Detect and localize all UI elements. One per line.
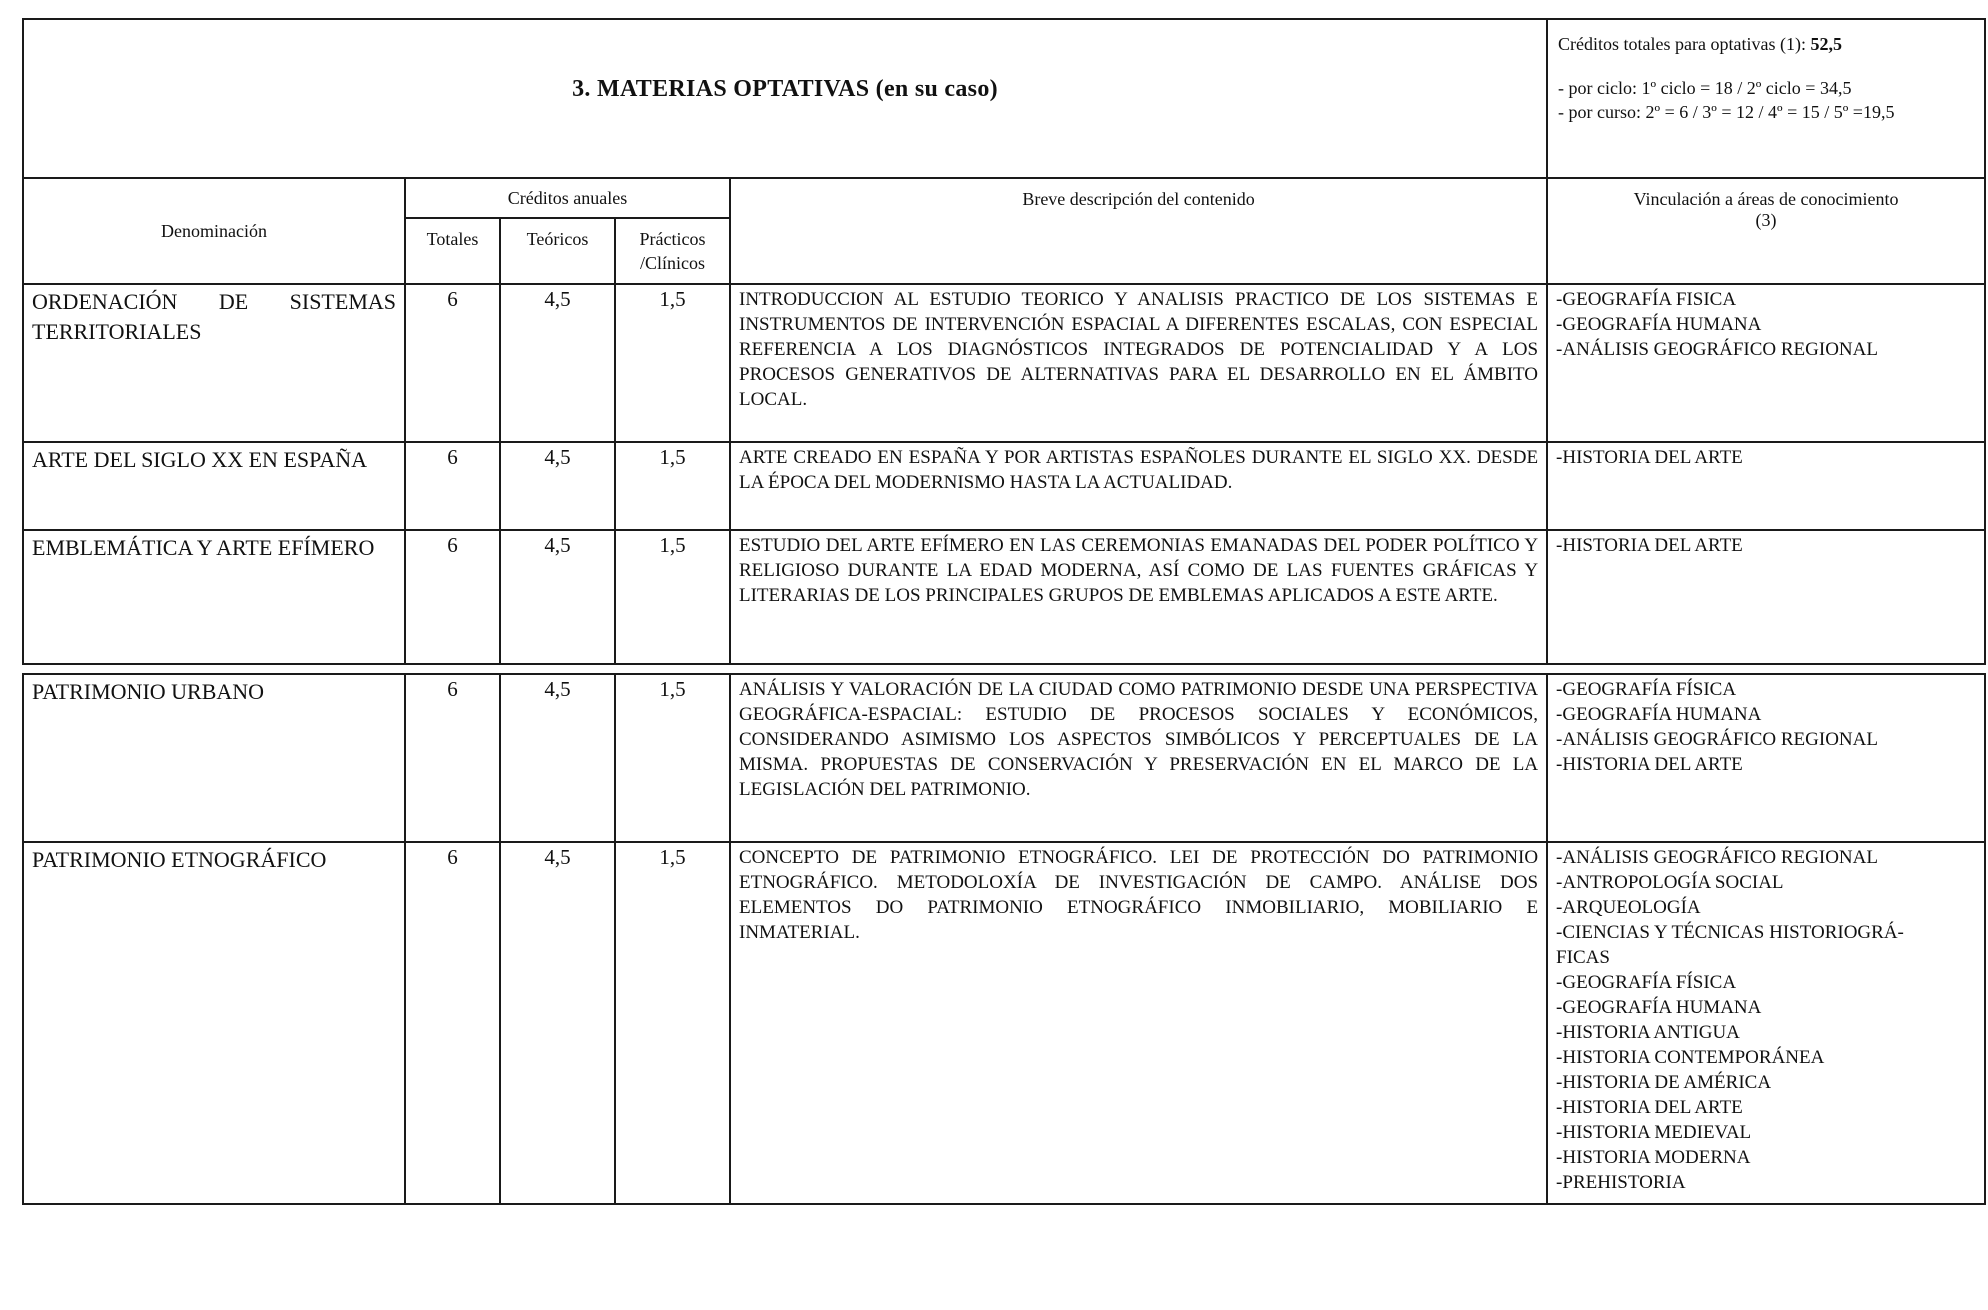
area-item: -GEOGRAFÍA FÍSICA — [1556, 972, 1737, 993]
section-title: 3. MATERIAS OPTATIVAS (en su caso) — [572, 75, 998, 102]
subject-areas — [1547, 842, 1985, 1204]
credits-totales: 6 — [405, 674, 500, 842]
credits-label: Créditos totales para optativas (1): — [1558, 34, 1806, 54]
area-item: -ANÁLISIS GEOGRÁFICO REGIONAL — [1556, 729, 1878, 750]
credits-practicos: 1,5 — [615, 842, 730, 1204]
credits-teoricos: 4,5 — [500, 674, 615, 842]
credits-totales: 6 — [405, 284, 500, 442]
area-item: -GEOGRAFÍA HUMANA — [1556, 997, 1762, 1018]
subject-description: ESTUDIO DEL ARTE EFÍMERO EN LAS CEREMONIAS EMANADAS DEL PODER POLÍTICO Y RELIGIOSO DURANTE LA EDAD MODERNA, ASÍ COMO DE LAS FUENTES GRÁFICAS Y LITERARIAS DE LOS PRINCIPALES GRUPOS DE EMBLEMAS APLICADOS A ESTE ARTE. — [730, 530, 1547, 664]
credits-practicos: 1,5 — [615, 284, 730, 442]
credits-teoricos: 4,5 — [500, 442, 615, 530]
area-item: -HISTORIA DE AMÉRICA — [1556, 1072, 1772, 1093]
table-row — [23, 442, 1985, 530]
table-row — [23, 842, 1985, 1204]
credits-total: 52,5 — [1810, 34, 1842, 54]
credits-total-line — [1558, 32, 1976, 56]
subject-areas — [1547, 442, 1985, 530]
area-item: -CIENCIAS Y TÉCNICAS HISTORIOGRÁ- — [1556, 922, 1904, 943]
subject-description: ANÁLISIS Y VALORACIÓN DE LA CIUDAD COMO PATRIMONIO DESDE UNA PERSPECTIVA GEOGRÁFICA-ESPACIAL: ESTUDIO DE PROCESOS SOCIALES Y ECONÓMICOS, CONSIDERANDO ASIMISMO LOS ASPECTOS SIMBÓLICOS Y PERCEPTUALES DE LA MISMA. PROPUESTAS DE CONSERVACIÓN Y PRESERVACIÓN EN EL MARCO DE LA LEGISLACIÓN DEL PATRIMONIO. — [730, 674, 1547, 842]
subject-name: PATRIMONIO ETNOGRÁFICO — [23, 842, 405, 1204]
header-vinculacion — [1547, 178, 1985, 284]
materias-optativas-sheet — [22, 18, 1984, 1205]
section-title-cell — [23, 19, 1547, 178]
credits-teoricos: 4,5 — [500, 842, 615, 1204]
area-item: -GEOGRAFÍA FISICA — [1556, 289, 1737, 310]
credits-totales: 6 — [405, 842, 500, 1204]
area-item: -HISTORIA ANTIGUA — [1556, 1022, 1740, 1043]
header-row-1 — [23, 178, 1985, 218]
area-item: -GEOGRAFÍA HUMANA — [1556, 314, 1762, 335]
subject-name: ORDENACIÓN DE SISTEMAS TERRITORIALES — [23, 284, 405, 442]
credits-por-ciclo: - por ciclo: 1º ciclo = 18 / 2º ciclo = 34,5 — [1558, 78, 1852, 98]
subject-name: ARTE DEL SIGLO XX EN ESPAÑA — [23, 442, 405, 530]
area-item: -HISTORIA DEL ARTE — [1556, 447, 1743, 468]
area-item: -ANÁLISIS GEOGRÁFICO REGIONAL — [1556, 339, 1878, 360]
area-item: -HISTORIA DEL ARTE — [1556, 535, 1743, 556]
subject-description: INTRODUCCION AL ESTUDIO TEORICO Y ANALISIS PRACTICO DE LOS SISTEMAS E INSTRUMENTOS DE INTERVENCIÓN ESPACIAL A DIFERENTES ESCALAS, CON ESPECIAL REFERENCIA A LOS DIAGNÓSTICOS INTEGRADOS DE POTENCIALIDAD Y A LOS PROCESOS GENERATIVOS DE ALTERNATIVAS PARA EL DESARROLLO EN EL ÁMBITO LOCAL. — [730, 284, 1547, 442]
area-item: -HISTORIA DEL ARTE — [1556, 754, 1743, 775]
header-creditos-anuales: Créditos anuales — [405, 178, 730, 218]
header-practicos: Prácticos /Clínicos — [615, 218, 730, 284]
credits-por-curso: - por curso: 2º = 6 / 3º = 12 / 4º = 15 / 5º =19,5 — [1558, 102, 1895, 122]
area-item: FICAS — [1556, 947, 1610, 968]
header-vinculacion-label: Vinculación a áreas de conocimiento — [1633, 189, 1899, 209]
credits-summary — [1547, 19, 1985, 178]
credits-totales: 6 — [405, 442, 500, 530]
area-item: -HISTORIA CONTEMPORÁNEA — [1556, 1047, 1825, 1068]
page-break-gap — [23, 664, 1985, 674]
credits-totales: 6 — [405, 530, 500, 664]
credits-teoricos: 4,5 — [500, 530, 615, 664]
area-item: -GEOGRAFÍA HUMANA — [1556, 704, 1762, 725]
credits-practicos: 1,5 — [615, 442, 730, 530]
subject-areas — [1547, 674, 1985, 842]
subject-areas — [1547, 530, 1985, 664]
area-item: -ANÁLISIS GEOGRÁFICO REGIONAL — [1556, 847, 1878, 868]
table-row — [23, 674, 1985, 842]
subject-name: EMBLEMÁTICA Y ARTE EFÍMERO — [23, 530, 405, 664]
area-item: -ANTROPOLOGÍA SOCIAL — [1556, 872, 1784, 893]
page-break-gap-cell — [23, 664, 1985, 674]
header-totales: Totales — [405, 218, 500, 284]
title-row — [23, 19, 1985, 178]
table-row — [23, 284, 1985, 442]
table-row — [23, 530, 1985, 664]
header-vinculacion-note: (3) — [1755, 210, 1777, 230]
subject-areas — [1547, 284, 1985, 442]
area-item: -HISTORIA MODERNA — [1556, 1147, 1751, 1168]
area-item: -PREHISTORIA — [1556, 1172, 1686, 1193]
credits-practicos: 1,5 — [615, 674, 730, 842]
area-item: -GEOGRAFÍA FÍSICA — [1556, 679, 1737, 700]
subject-description: CONCEPTO DE PATRIMONIO ETNOGRÁFICO. LEI DE PROTECCIÓN DO PATRIMONIO ETNOGRÁFICO. METODOLOXÍA DE INVESTIGACIÓN DE CAMPO. ANÁLISE DOS ELEMENTOS DO PATRIMONIO ETNOGRÁFICO INMOBILIARIO, MOBILIARIO E INMATERIAL. — [730, 842, 1547, 1204]
header-descripcion: Breve descripción del contenido — [730, 178, 1547, 284]
header-teoricos: Teóricos — [500, 218, 615, 284]
credits-practicos: 1,5 — [615, 530, 730, 664]
subject-name: PATRIMONIO URBANO — [23, 674, 405, 842]
subject-description: ARTE CREADO EN ESPAÑA Y POR ARTISTAS ESPAÑOLES DURANTE EL SIGLO XX. DESDE LA ÉPOCA DEL MODERNISMO HASTA LA ACTUALIDAD. — [730, 442, 1547, 530]
area-item: -HISTORIA DEL ARTE — [1556, 1097, 1743, 1118]
header-denominacion: Denominación — [23, 178, 405, 284]
materias-optativas-table — [22, 18, 1986, 1205]
credits-teoricos: 4,5 — [500, 284, 615, 442]
area-item: -HISTORIA MEDIEVAL — [1556, 1122, 1752, 1143]
area-item: -ARQUEOLOGÍA — [1556, 897, 1701, 918]
